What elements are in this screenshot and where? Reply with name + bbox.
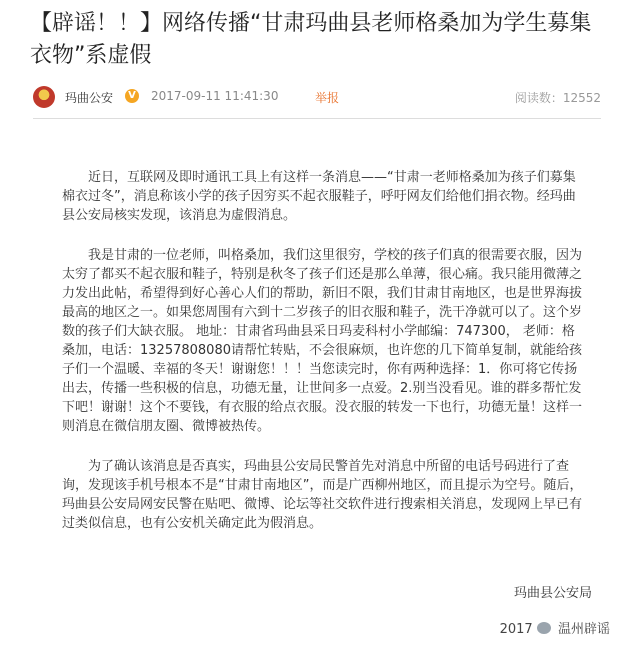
article-body bbox=[62, 168, 584, 554]
article-title: 【辟谣！！】网络传播“甘肃玛曲县老师格桑加为学生募集衣物”系虚假 bbox=[30, 11, 592, 68]
read-count: 阅读数：12552 bbox=[514, 91, 601, 105]
signature: 玛曲县公安局 bbox=[513, 586, 592, 601]
sign-date: 2017 bbox=[499, 622, 533, 637]
wechat-icon bbox=[537, 622, 551, 634]
report-link[interactable]: 举报 bbox=[315, 91, 340, 105]
article-meta bbox=[33, 86, 601, 108]
divider bbox=[33, 118, 601, 119]
paragraph-3: 为了确认该消息是否真实，玛曲县公安局民警首先对消息中所留的电话号码进行了查询，发现该手机号根本不是“甘肃甘南地区”，而是广西柳州地区，而且提示为空号。随后，玛曲县公安局网安民警在贴吧、微博、论坛等社交软件进行搜索相关消息，发现网上早已有过类似信息，也有公安机关确定此为假消息。 bbox=[62, 459, 583, 531]
watermark-text: 温州辟谣 bbox=[557, 622, 610, 637]
author-avatar[interactable] bbox=[33, 86, 55, 108]
author-name[interactable]: 玛曲公安 bbox=[65, 91, 114, 105]
watermark bbox=[498, 618, 612, 637]
paragraph-2: 我是甘肃的一位老师，叫格桑加，我们这里很穷，学校的孩子们真的很需要衣服，因为太穷了都买不起衣服和鞋子，特别是秋冬了孩子们还是那么单薄，很心痛。我只能用微薄之力发出此帖，希望得到好心善心人们的帮助，新旧不限，我们甘肃甘南地区，也是世界海拔最高的地区之一。如果您周围有六到十二岁孩子的旧衣服和鞋子，洗干净就可以了。这个岁数的孩子们大缺衣服。 地址：甘肃省玛曲县采日玛麦科村小学邮编：747300， 老师：格桑加，电话：13257808080请帮忙转贴，不会很麻烦，也许您的几下简单复制，就能给孩子们一个温暖、幸福的冬天！谢谢您！！！当您读完时，你有两种选择：1．你可将它传扬出去，传播一些积极的信息，功德无量，让世间多一点爱。2.别当没看见。谁的群多帮忙发下吧！谢谢！这个不要钱，有衣服的给点衣服。没衣服的转发一下也行，功德无量！这样一则消息在微信朋友圈、微博被热传。 bbox=[62, 248, 583, 434]
paragraph-1: 近日，互联网及即时通讯工具上有这样一条消息——“甘肃一老师格桑加为孩子们募集棉衣过冬”，消息称该小学的孩子因穷买不起衣服鞋子，呼吁网友们给他们捐衣物。经玛曲县公安局核实发现，该消息为虚假消息。 bbox=[62, 170, 576, 223]
verified-icon: V bbox=[125, 89, 139, 103]
publish-date: 2017-09-11 11:41:30 bbox=[151, 89, 279, 103]
